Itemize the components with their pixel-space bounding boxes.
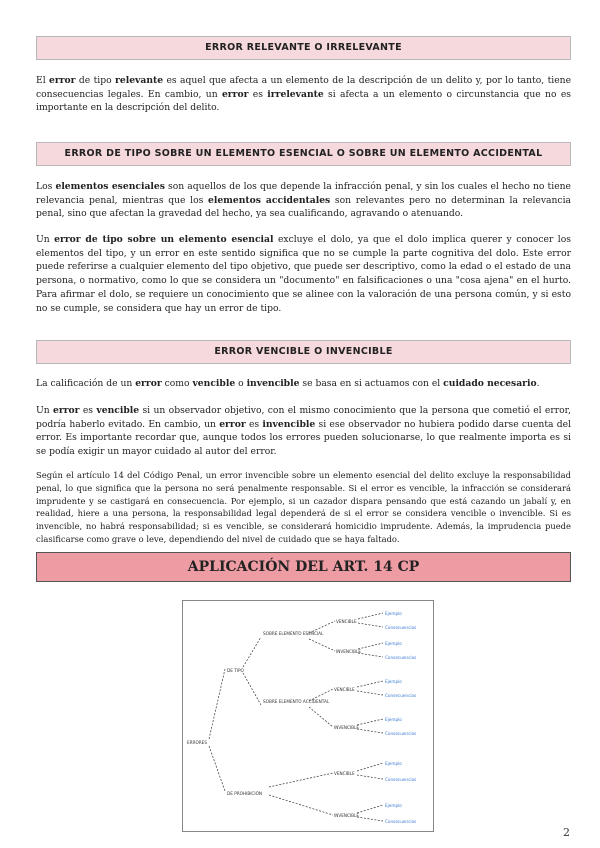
paragraph-elementos: Los elementos esenciales son aquellos de los que depende la infracción penal, y sin los cuales el hecho no tiene relevancia penal, mientras que los elementos accidentales son relevantes pero no determinan la relevancia penal, sino que afectan la gravedad del hecho, ya sea cualificando, agravando o atenuando.: [36, 181, 571, 220]
diagram-item-ejemplo: Ejemplo: [385, 717, 402, 722]
diagram-item-ejemplo: Ejemplo: [385, 803, 402, 808]
page-number: 2: [563, 826, 570, 839]
paragraph-error-esencial: Un error de tipo sobre un elemento esencial excluye el dolo, ya que el dolo implica querer y conocer los elementos del tipo, y un error en este sentido significa que no se cumple la parte cognitiva del dolo. Este error puede referirse a cualquier elemento del tipo objetivo, que puede ser descriptivo, como la edad o el estado de una persona, o normativo, como lo que se considera un "documento" en falsificaciones o una "cosa ajena" en el hurto. Para afirmar el dolo, se requiere un conocimiento que se alinee con la valoración de una persona común, y si esto no se cumple, se considera que hay un error de tipo.: [36, 234, 571, 314]
diagram-leaf-invencible: INVENCIBLE: [334, 813, 360, 818]
diagram-leaf-vencible: VENCIBLE: [334, 771, 355, 776]
diagram-item-ejemplo: Ejemplo: [385, 641, 402, 646]
paragraph-relevante: El error de tipo relevante es aquel que afecta a un elemento de la descripción de un delito y, por lo tanto, tiene consecuencias legales. En cambio, un error es irrelevante si afecta a un elemento o circunstancia que no es importante en la descripción del delito.: [36, 75, 572, 114]
diagram-svg: [183, 601, 433, 831]
diagram-leaf-vencible: VENCIBLE: [334, 687, 355, 692]
diagram-item-consecuencias: Consecuencias: [385, 693, 417, 698]
diagram-item-consecuencias: Consecuencias: [385, 655, 417, 660]
diagram-leaf-invencible: INVENCIBLE: [334, 725, 360, 730]
section-title-relevante: ERROR RELEVANTE O IRRELEVANTE: [36, 36, 571, 60]
error-diagram: [182, 600, 434, 832]
diagram-item-ejemplo: Ejemplo: [385, 611, 402, 616]
diagram-accidental-label: SOBRE ELEMENTO ACCIDENTAL: [263, 699, 330, 704]
diagram-item-ejemplo: Ejemplo: [385, 761, 402, 766]
diagram-leaf-items: [385, 611, 416, 824]
paragraph-vencible: Un error es vencible si un observador objetivo, con el mismo conocimiento que la persona que cometió el error, podría haberlo evitado. En cambio, un error es invencible si ese observador no hubiera podido darse cuenta del error. Es importante recordar que, aunque todos los errores pueden solucionarse, lo que realmente importa es si se podía exigir un mayor cuidado al autor del error.: [36, 405, 572, 458]
diagram-root-label: ERRORES: [187, 740, 207, 745]
diagram-item-consecuencias: Consecuencias: [385, 731, 417, 736]
paragraph-articulo-14: Según el artículo 14 del Código Penal, un error invencible sobre un elemento esencial del delito excluye la responsabilidad penal, lo que significa que la persona no será penalmente responsable. Si el error es vencible, la infracción se considerará imprudente y se castigará en consecuencia. Por ejemplo, si un cazador dispara pensando que está cazando un jabalí y, en realidad, hiere a una persona, la responsabilidad legal dependerá de si el error se considera vencible o invencible. Si es invencible, no habrá responsabilidad; si es vencible, se considerará homicidio imprudente. Además, la imprudencia puede clasificarse como grave o leve, dependiendo del nivel de cuidado que se haya faltado.: [36, 470, 571, 544]
application-title: APLICACIÓN DEL ART. 14 CP: [36, 552, 571, 582]
diagram-item-consecuencias: Consecuencias: [385, 777, 417, 782]
paragraph-calificacion: La calificación de un error como vencible o invencible se basa en si actuamos con el cuidado necesario.: [36, 378, 540, 389]
diagram-item-consecuencias: Consecuencias: [385, 625, 417, 630]
diagram-branch-prohibicion: DE PROHIBICIÓN: [227, 791, 263, 796]
diagram-leaf-invencible: INVENCIBLE: [336, 649, 362, 654]
diagram-item-ejemplo: Ejemplo: [385, 679, 402, 684]
diagram-branch-de-tipo: DE TIPO: [227, 668, 244, 673]
diagram-leaf-vencible: VENCIBLE: [336, 619, 357, 624]
diagram-item-consecuencias: Consecuencias: [385, 819, 417, 824]
diagram-esencial-label: SOBRE ELEMENTO ESENCIAL: [263, 631, 324, 636]
section-title-esencial: ERROR DE TIPO SOBRE UN ELEMENTO ESENCIAL O SOBRE UN ELEMENTO ACCIDENTAL: [36, 142, 571, 166]
section-title-vencible: ERROR VENCIBLE O INVENCIBLE: [36, 340, 571, 364]
